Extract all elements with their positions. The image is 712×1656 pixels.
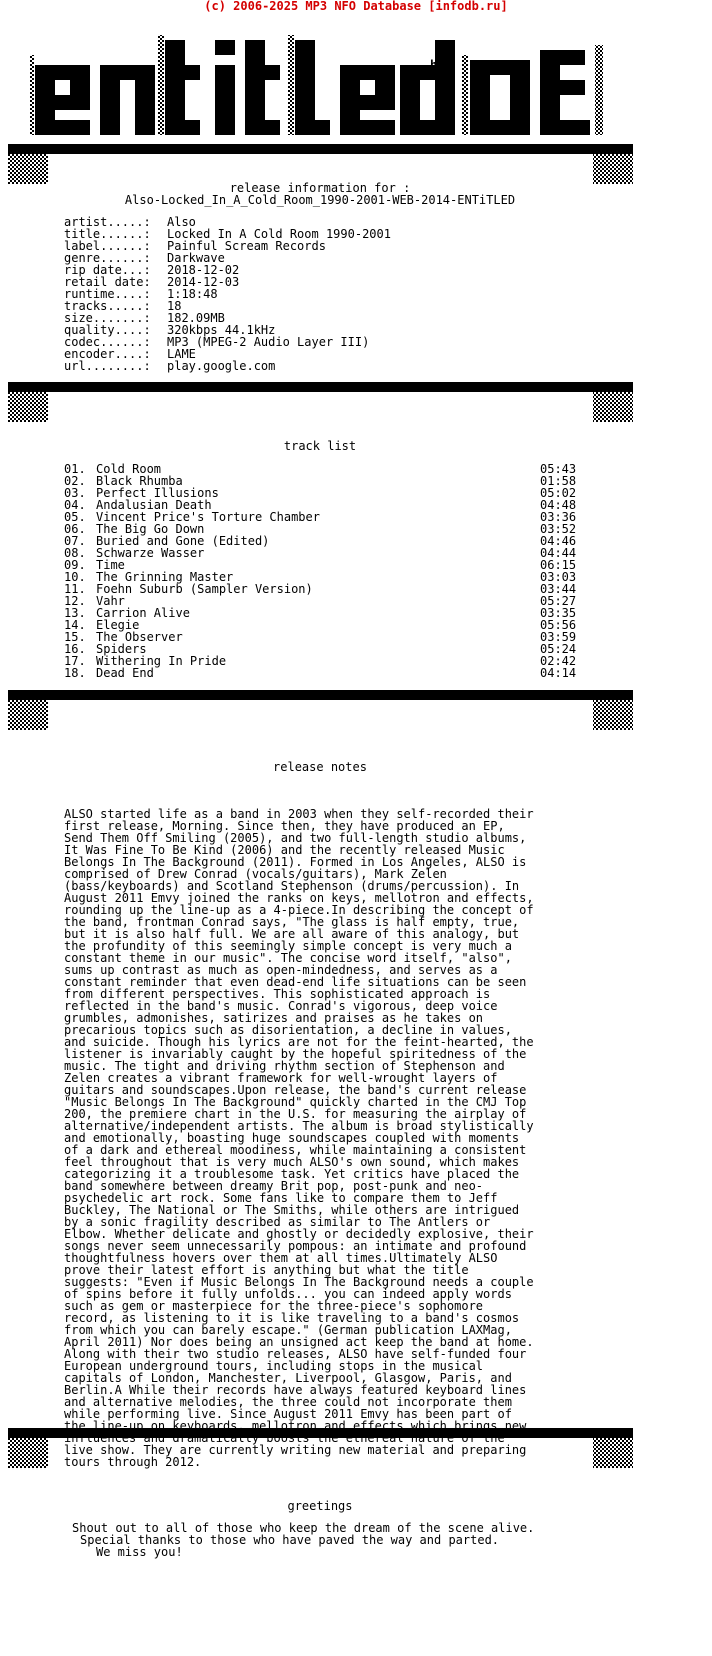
- release-notes-line: listener is invariably caught by the hopeful spiritedness of the: [64, 1047, 527, 1061]
- release-notes-line: and emotionally, boasting huge soundscapes coupled with moments: [64, 1131, 520, 1145]
- track-title: The Big Go Down: [96, 522, 205, 536]
- track-duration: 05:43: [540, 462, 577, 476]
- release-notes-line: sums up contrast as much as open-mindedness, and serves as a: [64, 963, 498, 977]
- release-notes-line: capitals of London, Manchester, Liverpool, Glasgow, Paris, and: [64, 1371, 512, 1385]
- field-key: encoder....:: [64, 347, 151, 361]
- track-number: 16.: [64, 642, 86, 656]
- track-duration: 05:56: [540, 618, 577, 632]
- track-duration: 05:27: [540, 594, 577, 608]
- track-duration: 03:35: [540, 606, 577, 620]
- track-duration: 06:15: [540, 558, 577, 572]
- release-notes-line: European underground tours, including stops in the musical: [64, 1359, 484, 1373]
- release-notes-line: 200, the premiere chart in the U.S. for measuring the airplay of: [64, 1107, 527, 1121]
- release-name: Also-Locked_In_A_Cold_Room_1990-2001-WEB-2014-ENTiTLED: [124, 193, 516, 207]
- track-number: 04.: [64, 498, 86, 512]
- track-title: The Observer: [96, 630, 183, 644]
- track-duration: 03:36: [540, 510, 577, 524]
- greeting-line: Shout out to all of those who keep the dream of the scene alive.: [72, 1521, 535, 1535]
- field-key: label......:: [64, 239, 151, 253]
- track-number: 13.: [64, 606, 86, 620]
- track-title: Spiders: [96, 642, 147, 656]
- release-notes-line: psychedelic art rock. Some fans like to compare them to Jeff: [64, 1191, 498, 1205]
- release-notes-line: rounding up the line-up as a 4-piece.In describing the concept of: [64, 903, 534, 917]
- field-key: retail date:: [64, 275, 151, 289]
- track-number: 07.: [64, 534, 86, 548]
- field-key: tracks.....:: [64, 299, 151, 313]
- release-notes-line: grumbles, admonishes, satirizes and praises as he takes on: [64, 1011, 484, 1025]
- field-value: Locked In A Cold Room 1990-2001: [167, 227, 391, 241]
- field-value: Painful Scream Records: [167, 239, 326, 253]
- track-title: Schwarze Wasser: [96, 546, 205, 560]
- track-duration: 04:48: [540, 498, 577, 512]
- release-notes-line: It Was Fine To Be Kind (2006) and the recently released Music: [64, 843, 505, 857]
- section-divider: [8, 140, 633, 184]
- release-notes-line: thoughtfulness hovers over them at all times.Ultimately ALSO: [64, 1251, 498, 1265]
- release-notes-line: the line-up on keyboards, mellotron and effects which brings new: [64, 1419, 527, 1433]
- track-duration: 04:14: [540, 666, 577, 680]
- field-key: quality....:: [64, 323, 151, 337]
- track-number: 02.: [64, 474, 86, 488]
- track-title: The Grinning Master: [96, 570, 234, 584]
- field-value: LAME: [167, 347, 196, 361]
- track-number: 11.: [64, 582, 86, 596]
- track-number: 01.: [64, 462, 86, 476]
- release-notes-line: live show. They are currently writing new material and preparing: [64, 1443, 527, 1457]
- track-duration: 04:44: [540, 546, 577, 560]
- release-notes-line: from which you can barely escape." (German publication LAXMag,: [64, 1323, 512, 1337]
- track-duration: 03:52: [540, 522, 577, 536]
- release-notes-line: while performing live. Since August 2011 Emvy has been part of: [64, 1407, 512, 1421]
- release-notes-line: tours through 2012.: [64, 1455, 202, 1469]
- release-notes-line: band somewhere between dreamy Brit pop, post-punk and neo-: [64, 1179, 484, 1193]
- field-value: 182.09MB: [167, 311, 225, 325]
- release-notes-line: by a sonic fragility described as similar to The Antlers or: [64, 1215, 491, 1229]
- release-notes-line: comprised of Drew Conrad (vocals/guitars), Mark Zelen: [64, 867, 447, 881]
- release-notes-line: Send Them Off Smiling (2005), and two full-length studio albums,: [64, 831, 527, 845]
- field-value: MP3 (MPEG-2 Audio Layer III): [167, 335, 370, 349]
- site-header: (c) 2006-2025 MP3 NFO Database [infodb.ru]: [204, 0, 508, 13]
- track-duration: 02:42: [540, 654, 577, 668]
- release-notes-line: from different perspectives. This sophisticated approach is: [64, 987, 491, 1001]
- field-value: 18: [167, 299, 182, 313]
- field-value: play.google.com: [167, 359, 276, 373]
- release-notes-line: prove their latest effort is anything but what the title: [64, 1263, 469, 1277]
- release-notes-line: Zelen creates a vibrant framework for well-wrought layers of: [64, 1071, 498, 1085]
- release-notes-line: Elbow. Whether delicate and ghostly or decidedly explosive, their: [64, 1227, 534, 1241]
- release-notes-line: but it is also half full. We are all aware of this analogy, but: [64, 927, 520, 941]
- track-title: Vahr: [96, 594, 125, 608]
- release-notes-line: "Music Belongs In The Background" quickly charted in the CMJ Top: [64, 1095, 527, 1109]
- track-title: Carrion Alive: [96, 606, 190, 620]
- section-divider: [8, 686, 633, 730]
- track-title: Cold Room: [96, 462, 162, 476]
- section-divider: [8, 378, 633, 422]
- field-key: genre......:: [64, 251, 151, 265]
- field-row: [64, 360, 151, 372]
- release-notes-line: Berlin.A While their records have always featured keyboard lines: [64, 1383, 527, 1397]
- field-key: size.......:: [64, 311, 151, 325]
- release-notes-line: feel throughout that is very much ALSO's own sound, which makes: [64, 1155, 520, 1169]
- release-notes-line: guitars and soundscapes.Upon release, the band's current release: [64, 1083, 527, 1097]
- logo-tag: hX!: [430, 58, 452, 72]
- release-notes-line: categorizing it a troublesome task. Yet critics have placed the: [64, 1167, 520, 1181]
- release-notes-line: Buckley, The National or The Smiths, while others are intrigued: [64, 1203, 520, 1217]
- track-title: Buried and Gone (Edited): [96, 534, 270, 548]
- release-notes-line: August 2011 Emvy joined the ranks on keys, mellotron and effects,: [64, 891, 534, 905]
- release-notes-line: music. The tight and driving rhythm section of Stephenson and: [64, 1059, 505, 1073]
- release-notes-line: such as gem or masterpiece for the three-piece's sophomore: [64, 1299, 484, 1313]
- track-duration: 05:24: [540, 642, 577, 656]
- release-notes-line: the band, frontman Conrad says, "The glass is half empty, true,: [64, 915, 520, 929]
- release-notes-line: April 2011) Nor does being an unsigned act keep the band at home.: [64, 1335, 534, 1349]
- track-title: Black Rhumba: [96, 474, 183, 488]
- release-notes-line: the profundity of this seemingly simple concept is very much a: [64, 939, 512, 953]
- track-number: 18.: [64, 666, 86, 680]
- track-title: Elegie: [96, 618, 140, 632]
- track-title: Withering In Pride: [96, 654, 227, 668]
- field-key: url........:: [64, 359, 151, 373]
- release-notes-line: songs never seem unnecessarily pompous: an intimate and profound: [64, 1239, 527, 1253]
- track-number: 08.: [64, 546, 86, 560]
- track-duration: 03:44: [540, 582, 577, 596]
- release-notes-line: and suicide. Though his lyrics are not for the feint-hearted, the: [64, 1035, 534, 1049]
- release-notes-line: (bass/keyboards) and Scotland Stephenson (drums/percussion). In: [64, 879, 520, 893]
- field-key: artist.....:: [64, 215, 151, 229]
- track-title: Andalusian Death: [96, 498, 212, 512]
- release-notes-line: ALSO started life as a band in 2003 when they self-recorded their: [64, 807, 534, 821]
- release-notes-line: precarious topics such as disorientation, a decline in values,: [64, 1023, 512, 1037]
- field-value: Darkwave: [167, 251, 225, 265]
- track-title: Foehn Suburb (Sampler Version): [96, 582, 313, 596]
- track-duration: 03:59: [540, 630, 577, 644]
- field-key: title......:: [64, 227, 151, 241]
- release-notes-line: constant reminder that even dead-end life situations can be seen: [64, 975, 527, 989]
- release-notes-line: record, as listening to it is like traveling to a band's cosmos: [64, 1311, 520, 1325]
- field-value: 2014-12-03: [167, 275, 240, 289]
- release-notes-line: of spins before it fully unfolds... you can indeed apply words: [64, 1287, 512, 1301]
- track-number: 15.: [64, 630, 86, 644]
- release-notes-line: Belongs In The Background (2011). Formed in Los Angeles, ALSO is: [64, 855, 527, 869]
- entitled-logo: [30, 30, 630, 142]
- field-value: 1:18:48: [167, 287, 218, 301]
- track-number: 14.: [64, 618, 86, 632]
- field-value: Also: [167, 215, 196, 229]
- track-duration: 04:46: [540, 534, 577, 548]
- field-key: runtime....:: [64, 287, 151, 301]
- release-notes-line: constant theme in our music". The concise word itself, "also",: [64, 951, 512, 965]
- greeting-line: Special thanks to those who have paved the way and parted.: [80, 1533, 500, 1547]
- track-title: Vincent Price's Torture Chamber: [96, 510, 320, 524]
- field-value: 2018-12-02: [167, 263, 240, 277]
- field-key: codec......:: [64, 335, 151, 349]
- track-duration: 05:02: [540, 486, 577, 500]
- track-number: 06.: [64, 522, 86, 536]
- track-title: Dead End: [96, 666, 154, 680]
- release-notes-line: Along with their two studio releases, ALSO have self-funded four: [64, 1347, 527, 1361]
- track-title: Perfect Illusions: [96, 486, 219, 500]
- release-notes-line: suggests: "Even if Music Belongs In The Background needs a couple: [64, 1275, 534, 1289]
- track-number: 10.: [64, 570, 86, 584]
- track-duration: 03:03: [540, 570, 577, 584]
- track-title: Time: [96, 558, 125, 572]
- track-number: 05.: [64, 510, 86, 524]
- release-notes-line: and alternative melodies, the three could not incorporate them: [64, 1395, 512, 1409]
- track-number: 17.: [64, 654, 86, 668]
- release-notes-line: alternative/independent artists. The album is broad stylistically: [64, 1119, 534, 1133]
- tracklist-heading: track list: [283, 439, 357, 453]
- release-notes-line: first release, Morning. Since then, they have produced an EP,: [64, 819, 505, 833]
- track-number: 12.: [64, 594, 86, 608]
- greetings-heading: greetings: [287, 1499, 353, 1513]
- field-key: rip date...:: [64, 263, 151, 277]
- field-value: 320kbps 44.1kHz: [167, 323, 276, 337]
- release-notes-body: [64, 808, 624, 1468]
- release-notes-line: of a dark and ethereal moodiness, while maintaining a consistent: [64, 1143, 527, 1157]
- track-number: 09.: [64, 558, 86, 572]
- release-notes-heading: release notes: [273, 760, 367, 774]
- track-number: 03.: [64, 486, 86, 500]
- release-notes-line: reflected in the band's music. Conrad's vigorous, deep voice: [64, 999, 498, 1013]
- greeting-line: We miss you!: [96, 1545, 183, 1559]
- release-notes-line: influences and dramatically boosts the ethereal nature of the: [64, 1431, 505, 1445]
- track-duration: 01:58: [540, 474, 577, 488]
- release-info-heading: release information for :: [229, 181, 411, 195]
